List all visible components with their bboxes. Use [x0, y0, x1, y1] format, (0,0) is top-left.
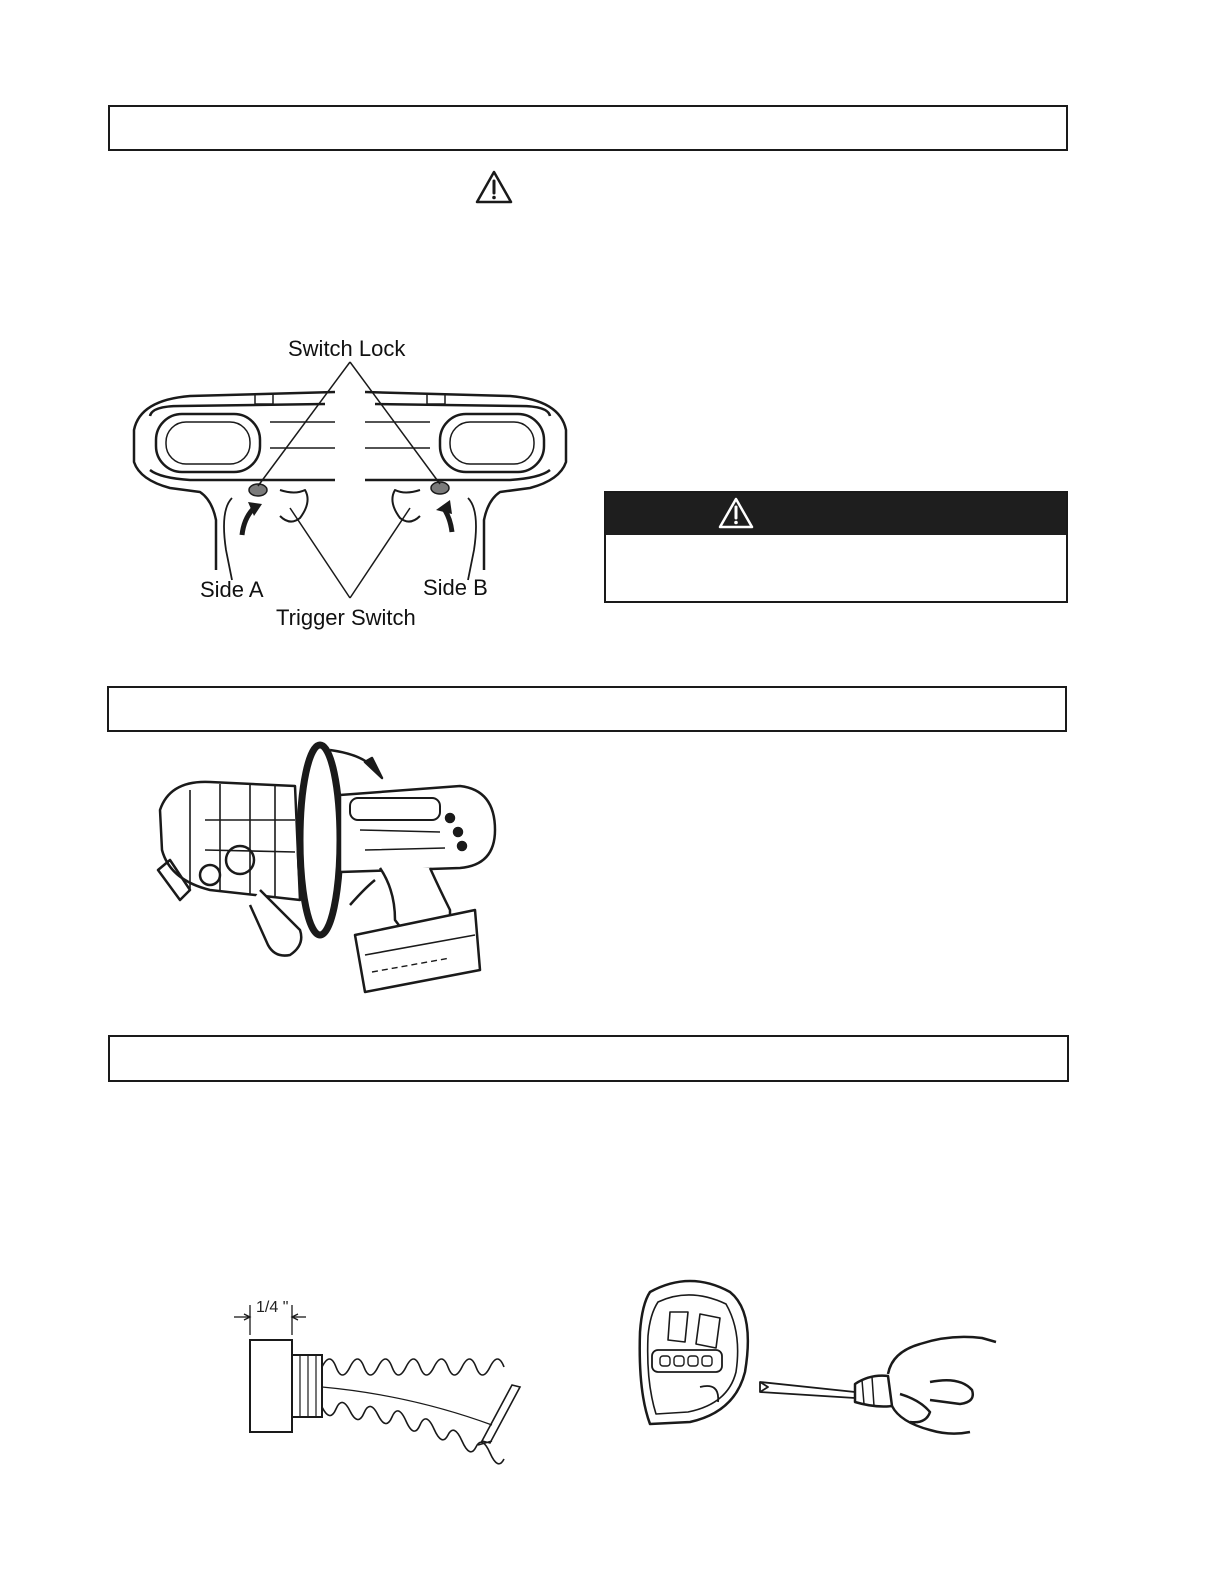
- brush-dimension-label: 1/4 ": [256, 1299, 289, 1316]
- rear-cap: [640, 1281, 748, 1424]
- side-b-label: Side B: [423, 575, 488, 600]
- drill-side-b-drawing: [365, 392, 566, 580]
- warning-box: [604, 491, 1068, 603]
- hand-outline: [888, 1337, 996, 1434]
- trigger-switch-label: Trigger Switch: [276, 605, 416, 630]
- section-header-box-2: [107, 686, 1067, 732]
- arrow-side-a-icon: [242, 508, 254, 535]
- section-header-box-3: [108, 1035, 1069, 1082]
- rotation-arrow-bottom: [350, 880, 375, 905]
- brush-spring: [322, 1359, 504, 1375]
- clutch-ring: [300, 745, 340, 935]
- rear-cap-screwdriver-figure: [630, 1272, 1010, 1462]
- warning-triangle-icon: [718, 497, 754, 529]
- warning-header-bar: [606, 493, 1066, 535]
- drill-side-a-drawing: [134, 392, 335, 580]
- drill-chuck: [160, 782, 300, 900]
- switch-lock-label: Switch Lock: [288, 336, 406, 361]
- screwdriver-shaft: [760, 1382, 855, 1398]
- drill-clutch-figure: [150, 740, 500, 1000]
- side-a-label: Side A: [200, 577, 264, 602]
- drill-battery: [355, 910, 480, 992]
- warning-triangle-icon: [475, 170, 513, 204]
- switch-lock-figure: [120, 330, 580, 640]
- brush-terminal: [478, 1385, 520, 1445]
- carbon-brush-figure: [230, 1295, 530, 1465]
- brush-block: [250, 1340, 292, 1432]
- section-header-box-1: [108, 105, 1068, 151]
